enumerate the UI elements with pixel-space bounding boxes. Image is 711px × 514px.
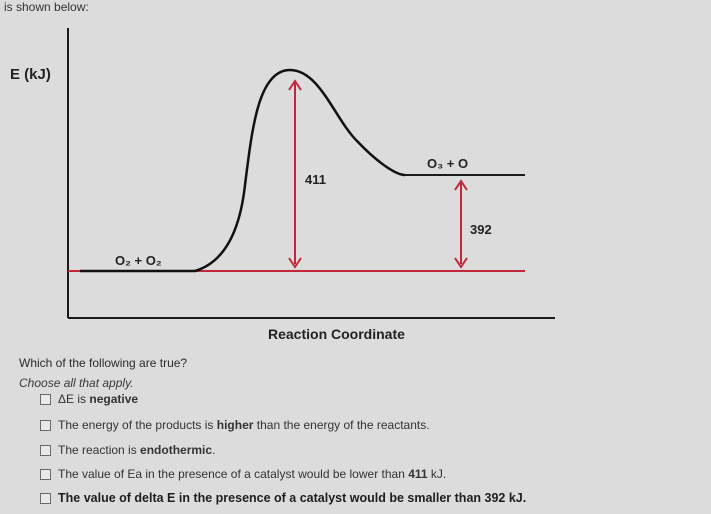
option-1-checkbox[interactable]: [40, 394, 51, 405]
option-4-checkbox[interactable]: [40, 469, 51, 480]
question-text: Which of the following are true?: [19, 356, 188, 370]
delta-energy-label: 392: [470, 222, 492, 237]
option-3-checkbox[interactable]: [40, 445, 51, 456]
reactants-label: O₂ + O₂: [115, 253, 162, 268]
option-3-text: The reaction is endothermic.: [58, 443, 216, 457]
option-2-text: The energy of the products is higher than the energy of the reactants.: [58, 418, 430, 432]
option-1-text: ΔE is negative: [58, 392, 139, 406]
option-3[interactable]: [40, 443, 215, 457]
option-5-checkbox[interactable]: [40, 493, 51, 504]
instruction-text: Choose all that apply.: [19, 376, 134, 390]
products-label: O₃ + O: [427, 156, 469, 171]
option-5-text: The value of delta E in the presence of a catalyst would be smaller than 392 kJ.: [58, 491, 527, 505]
option-1[interactable]: [40, 392, 138, 406]
x-axis-label: Reaction Coordinate: [268, 326, 405, 342]
option-4-text: The value of Ea in the presence of a catalyst would be lower than 411 kJ.: [58, 467, 447, 481]
option-5[interactable]: [40, 491, 526, 505]
option-2[interactable]: [40, 418, 430, 432]
energy-curve: [80, 70, 405, 271]
intro-text: is shown below:: [4, 0, 89, 14]
option-4[interactable]: [40, 467, 446, 481]
activation-energy-label: 411: [305, 172, 326, 187]
y-axis-label: E (kJ): [10, 66, 51, 83]
option-2-checkbox[interactable]: [40, 420, 51, 431]
